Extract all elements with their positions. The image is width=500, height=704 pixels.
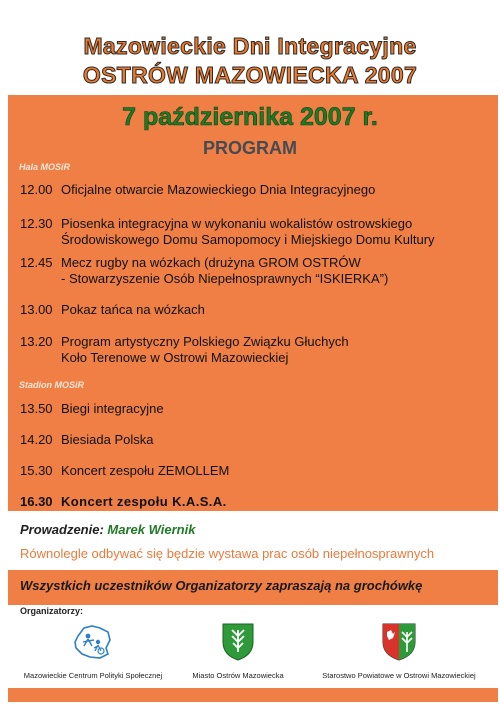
organizers-label: Organizatorzy: — [20, 606, 84, 616]
item-description: Koło Terenowe w Ostrowi Mazowieckiej — [61, 350, 289, 365]
item-description: Mecz rugby na wózkach (drużyna GROM OSTRÓW — [61, 255, 361, 270]
city-coat-of-arms-icon — [221, 622, 255, 662]
organizer-city — [178, 622, 298, 680]
item-description: Środowiskowego Domu Samopomocy i Miejskiego Domu Kultury — [61, 232, 435, 247]
organizer-county — [300, 622, 498, 680]
host-line — [20, 522, 195, 537]
title-line-1: Mazowieckie Dni Integracyjne — [83, 33, 417, 59]
host-name: Marek Wiernik — [107, 522, 196, 537]
program-item-highlight — [20, 494, 481, 510]
program-item — [20, 302, 481, 318]
item-time: 13.50 — [20, 401, 53, 416]
organizer-name: Mazowieckie Centrum Polityki Społecznej — [23, 671, 163, 680]
host-label: Prowadzenie: — [20, 522, 104, 537]
item-time: 13.20 — [20, 334, 53, 349]
program-item — [20, 401, 481, 417]
item-time: 12.00 — [20, 182, 53, 197]
item-description: Pokaz tańca na wózkach — [61, 302, 205, 317]
section-label-stadion: Stadion MOSiR — [19, 380, 84, 390]
item-description: Biegi integracyjne — [61, 401, 164, 416]
section-label-hala: Hala MOSiR — [19, 162, 71, 172]
event-date: 7 października 2007 r. — [122, 103, 378, 131]
exhibition-note: Równolegle odbywać się będzie wystawa prac osób niepełnosprawnych — [20, 546, 435, 561]
organizer-name: Starostwo Powiatowe w Ostrowi Mazowieckiej — [322, 671, 476, 680]
item-time: 13.00 — [20, 302, 53, 317]
program-item — [20, 334, 481, 366]
title-line-2: OSTRÓW MAZOWIECKA 2007 — [82, 62, 418, 88]
program-heading: PROGRAM — [203, 138, 297, 158]
program-item — [20, 432, 481, 448]
county-coat-of-arms-icon — [381, 622, 417, 662]
program-item — [20, 463, 481, 479]
item-description: - Stowarzyszenie Osób Niepełnosprawnych “ISKIERKA”) — [61, 271, 389, 286]
mcps-logo-icon — [70, 622, 116, 662]
invitation-text: Wszystkich uczestników Organizatorzy zapraszają na grochówkę — [20, 578, 423, 593]
item-description: Biesiada Polska — [61, 432, 154, 447]
organizer-name: Miasto Ostrów Mazowiecka — [192, 671, 284, 680]
item-time: 12.45 — [20, 255, 53, 270]
item-description: Koncert zespołu K.A.S.A. — [61, 494, 227, 509]
item-description: Koncert zespołu ZEMOLLEM — [61, 463, 230, 478]
bottom-bar — [8, 688, 498, 702]
program-item — [20, 182, 481, 198]
program-item — [20, 216, 481, 248]
item-time: 16.30 — [20, 494, 53, 509]
item-description: Program artystyczny Polskiego Związku Głuchych — [61, 334, 349, 349]
item-description: Oficjalne otwarcie Mazowieckiego Dnia Integracyjnego — [61, 182, 376, 197]
item-time: 15.30 — [20, 463, 53, 478]
item-description: Piosenka integracyjna w wykonaniu wokalistów ostrowskiego — [61, 216, 413, 231]
item-time: 14.20 — [20, 432, 53, 447]
program-item — [20, 255, 481, 287]
item-time: 12.30 — [20, 216, 53, 231]
organizer-mcps — [8, 622, 178, 680]
